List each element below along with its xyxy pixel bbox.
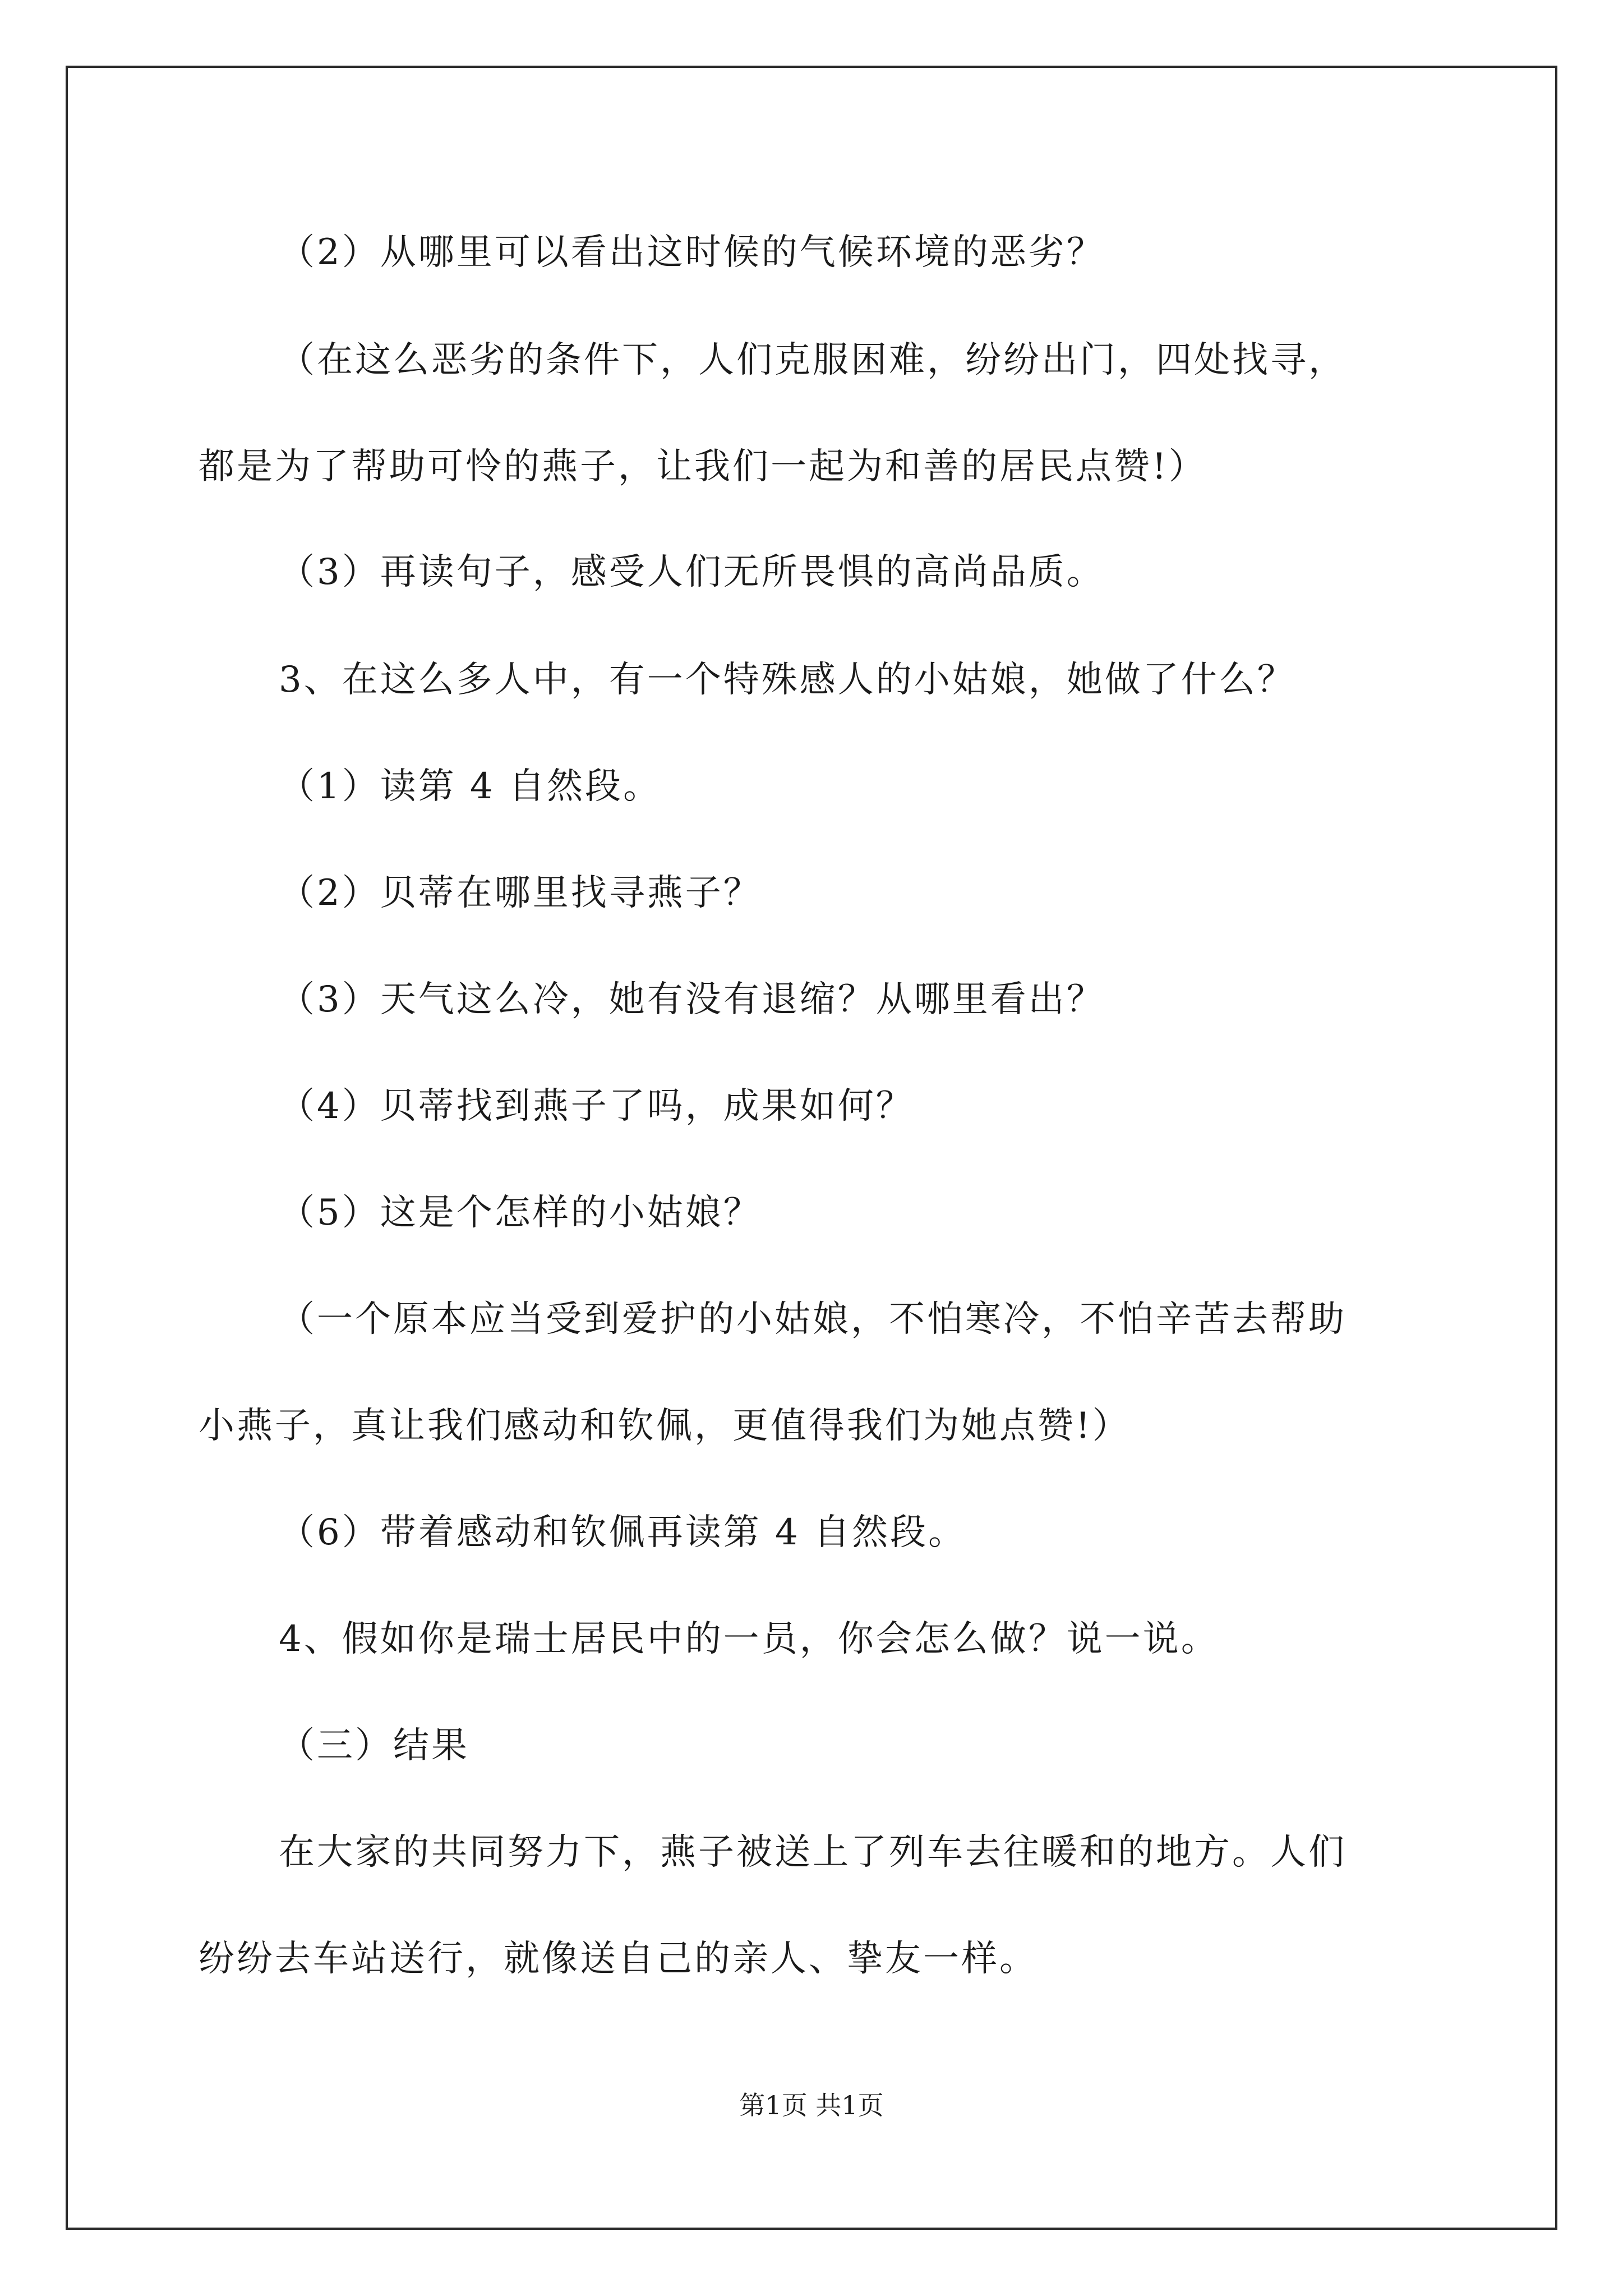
paragraph-line: 在大家的共同努力下，燕子被送上了列车去往暖和的地方。人们 — [279, 1832, 1347, 1873]
paragraph-line: （一个原本应当受到爱护的小姑娘，不怕寒冷，不怕辛苦去帮助 — [279, 1299, 1347, 1340]
paragraph-line: 纷纷去车站送行，就像送自己的亲人、挚友一样。 — [199, 1938, 1038, 1980]
paragraph-line: （1）读第 4 自然段。 — [279, 766, 662, 807]
paragraph-line: （3）天气这么冷，她有没有退缩？从哪里看出？ — [279, 979, 1105, 1020]
paragraph-line: 都是为了帮助可怜的燕子，让我们一起为和善的居民点赞!） — [199, 446, 1207, 487]
page-number-footer: 第1页 共1页 — [739, 2090, 884, 2120]
paragraph-line: 小燕子，真让我们感动和钦佩，更值得我们为她点赞!） — [199, 1405, 1131, 1447]
paragraph-line: （4）贝蒂找到燕子了吗，成果如何？ — [279, 1085, 914, 1127]
paragraph-line: （2）从哪里可以看出这时候的气候环境的恶劣？ — [279, 232, 1105, 273]
section-heading: （三）结果 — [279, 1725, 469, 1766]
paragraph-line: （5）这是个怎样的小姑娘？ — [279, 1192, 762, 1234]
page-border — [66, 66, 1557, 2230]
paragraph-line: （在这么恶劣的条件下，人们克服困难，纷纷出门，四处找寻， — [279, 339, 1347, 381]
paragraph-line: （3）再读句子，感受人们无所畏惧的高尚品质。 — [279, 551, 1105, 593]
paragraph-line: 3、在这么多人中，有一个特殊感人的小姑娘，她做了什么？ — [279, 659, 1295, 701]
paragraph-line: 4、假如你是瑞士居民中的一员，你会怎么做？说一说。 — [279, 1618, 1219, 1660]
paragraph-line: （2）贝蒂在哪里找寻燕子？ — [279, 872, 762, 914]
paragraph-line: （6）带着感动和钦佩再读第 4 自然段。 — [279, 1512, 967, 1553]
